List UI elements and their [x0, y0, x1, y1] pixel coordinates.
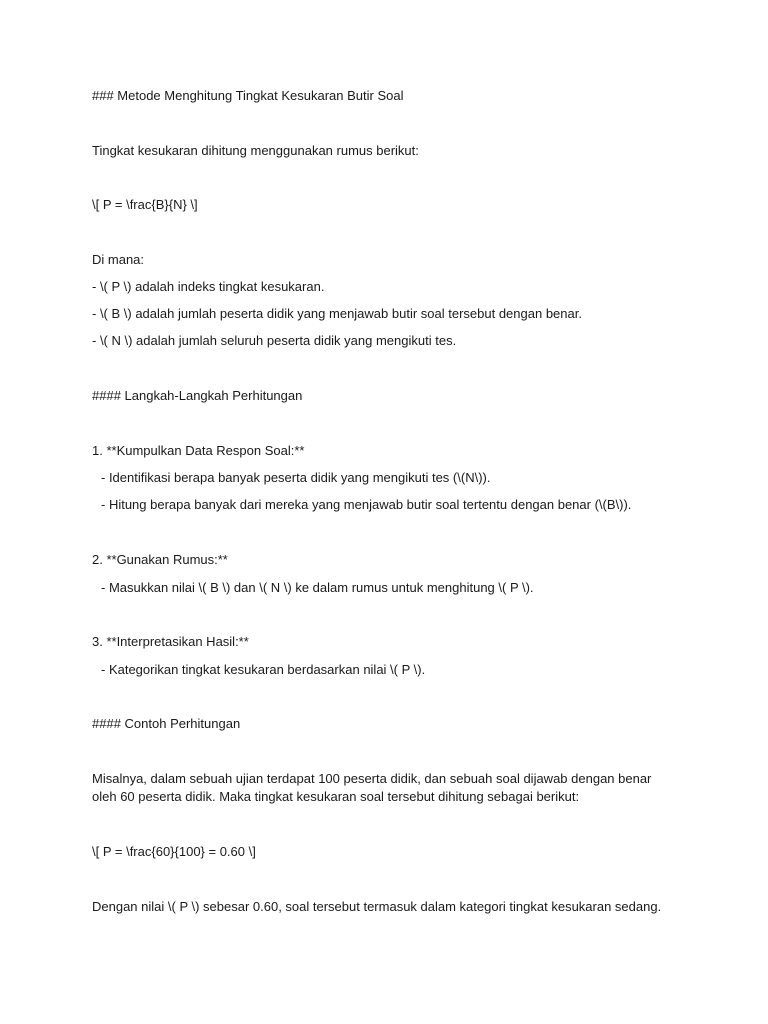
step3-title: 3. **Interpretasikan Hasil:** — [92, 634, 249, 649]
example-formula: \[ P = \frac{60}{100} = 0.60 \] — [92, 844, 256, 859]
definition-item: - \( B \) adalah jumlah peserta didik yang menjawab butir soal tersebut dengan benar. — [92, 306, 582, 321]
definition-item: - \( P \) adalah indeks tingkat kesukaran. — [92, 279, 325, 294]
step1-item: - Identifikasi berapa banyak peserta didik yang mengikuti tes (\(N\)). — [101, 470, 491, 485]
example-heading: #### Contoh Perhitungan — [92, 716, 241, 731]
formula-text: \[ P = \frac{B}{N} \] — [92, 197, 198, 212]
step1-item: - Hitung berapa banyak dari mereka yang menjawab butir soal tertentu dengan benar (\(B\)). — [101, 497, 632, 512]
step2-item: - Masukkan nilai \( B \) dan \( N \) ke dalam rumus untuk menghitung \( P \). — [101, 580, 534, 595]
definition-item: - \( N \) adalah jumlah seluruh peserta didik yang mengikuti tes. — [92, 333, 457, 348]
where-label: Di mana: — [92, 252, 145, 267]
steps-heading: #### Langkah-Langkah Perhitungan — [92, 388, 303, 403]
conclusion-text: Dengan nilai \( P \) sebesar 0.60, soal tersebut termasuk dalam kategori tingkat kesukaran sedang. — [92, 899, 662, 914]
example-paragraph: Misalnya, dalam sebuah ujian terdapat 100 peserta didik, dan sebuah soal dijawab dengan benar oleh 60 peserta didik. Maka tingkat kesukaran soal tersebut dihitung sebagai berikut: — [92, 771, 652, 804]
step3-item: - Kategorikan tingkat kesukaran berdasarkan nilai \( P \). — [101, 662, 426, 677]
main-heading: ### Metode Menghitung Tingkat Kesukaran Butir Soal — [92, 88, 404, 103]
step1-title: 1. **Kumpulkan Data Respon Soal:** — [92, 443, 305, 458]
step2-title: 2. **Gunakan Rumus:** — [92, 552, 228, 567]
intro-text: Tingkat kesukaran dihitung menggunakan rumus berikut: — [92, 143, 419, 158]
